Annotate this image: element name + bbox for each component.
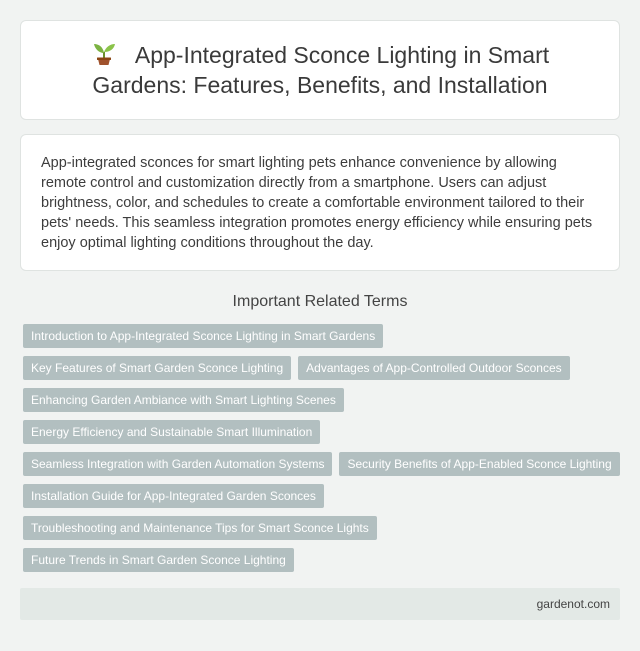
related-term-tag[interactable]: Installation Guide for App-Integrated Garden Sconces — [23, 484, 324, 508]
page-title-text: App-Integrated Sconce Lighting in Smart Gardens: Features, Benefits, and Installation — [92, 42, 550, 98]
related-term-tag[interactable]: Troubleshooting and Maintenance Tips for Smart Sconce Lights — [23, 516, 377, 540]
related-term-tag[interactable]: Advantages of App-Controlled Outdoor Sconces — [298, 356, 570, 380]
related-term-tag[interactable]: Security Benefits of App-Enabled Sconce Lighting — [339, 452, 619, 476]
related-term-tag[interactable]: Key Features of Smart Garden Sconce Lighting — [23, 356, 291, 380]
footer-site-link[interactable]: gardenot.com — [536, 597, 610, 611]
related-term-tag[interactable]: Energy Efficiency and Sustainable Smart Illumination — [23, 420, 320, 444]
footer — [20, 588, 620, 620]
description-text: App-integrated sconces for smart lighting pets enhance convenience by allowing remote control and customization directly from a smartphone. Users can adjust brightness, color, and schedules to create a comfortable environment tailored to their pets' needs. This seamless integration promotes energy efficiency while ensuring pets enjoy optimal lighting conditions throughout the day. — [41, 155, 593, 251]
title-card — [20, 20, 620, 120]
related-terms-list — [23, 324, 623, 572]
description-card — [20, 134, 620, 271]
related-terms-heading: Important Related Terms — [232, 293, 408, 310]
page-title — [70, 40, 570, 100]
related-term-tag[interactable]: Future Trends in Smart Garden Sconce Lighting — [23, 548, 294, 572]
related-term-tag[interactable]: Enhancing Garden Ambiance with Smart Lighting Scenes — [23, 388, 344, 412]
related-term-tag[interactable]: Introduction to App-Integrated Sconce Lighting in Smart Gardens — [23, 324, 383, 348]
seedling-icon — [91, 40, 117, 66]
related-term-tag[interactable]: Seamless Integration with Garden Automation Systems — [23, 452, 332, 476]
